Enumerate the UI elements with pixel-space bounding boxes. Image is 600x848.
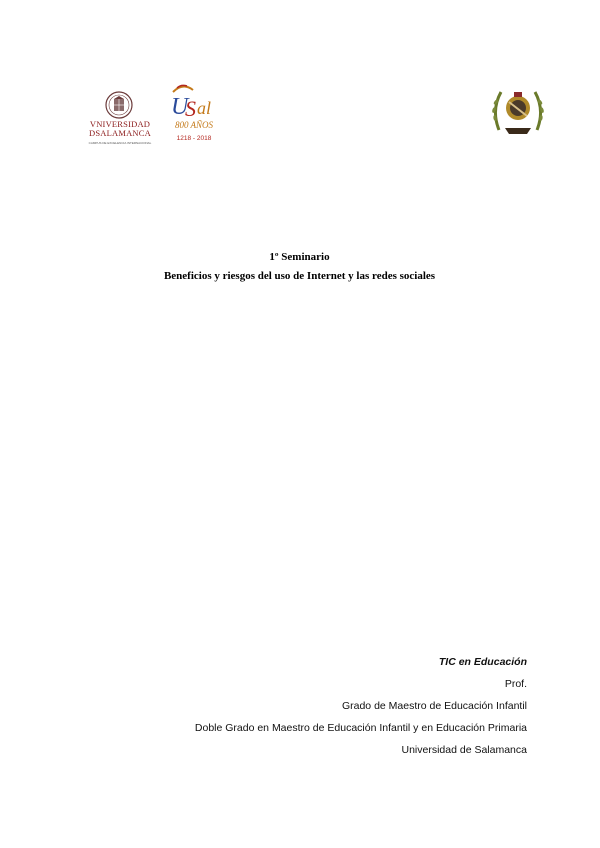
svg-text:al: al: [197, 98, 212, 118]
usal-800-emblem-icon: [163, 80, 225, 122]
svg-text:S: S: [185, 96, 196, 121]
usal-800-anos-logo: [163, 80, 225, 152]
usal-motto: CAMPUS DE EXCELENCIA INTERNACIONAL: [88, 141, 152, 145]
university-name: Universidad de Salamanca: [401, 744, 527, 756]
usal-name-line1: VNIVERSIDAD: [89, 119, 151, 129]
faculty-crest-logo: [487, 80, 549, 144]
degree-infantil: Grado de Maestro de Educación Infantil: [341, 700, 527, 712]
svg-text:U: U: [171, 94, 189, 120]
usal-name-line2: DSALAMANCA: [89, 128, 151, 138]
crest-laurel-icon: [487, 80, 549, 144]
usal-shield-icon: [104, 90, 134, 120]
seminar-number: 1º Seminario: [269, 251, 330, 263]
double-degree: Doble Grado en Maestro de Educación Infantil y en Educación Primaria: [194, 722, 527, 734]
universidad-salamanca-logo: [80, 90, 160, 150]
document-title: [0, 248, 600, 286]
professor-label: Prof.: [504, 678, 527, 690]
seminar-title: Beneficios y riesgos del uso de Internet y las redes sociales: [163, 270, 436, 282]
anniversary-years: 1218 - 2018: [176, 135, 212, 142]
course-info: [195, 651, 527, 761]
anniversary-text: 800 AÑOS: [174, 120, 214, 130]
subject-name: TIC en Educación: [438, 656, 527, 668]
